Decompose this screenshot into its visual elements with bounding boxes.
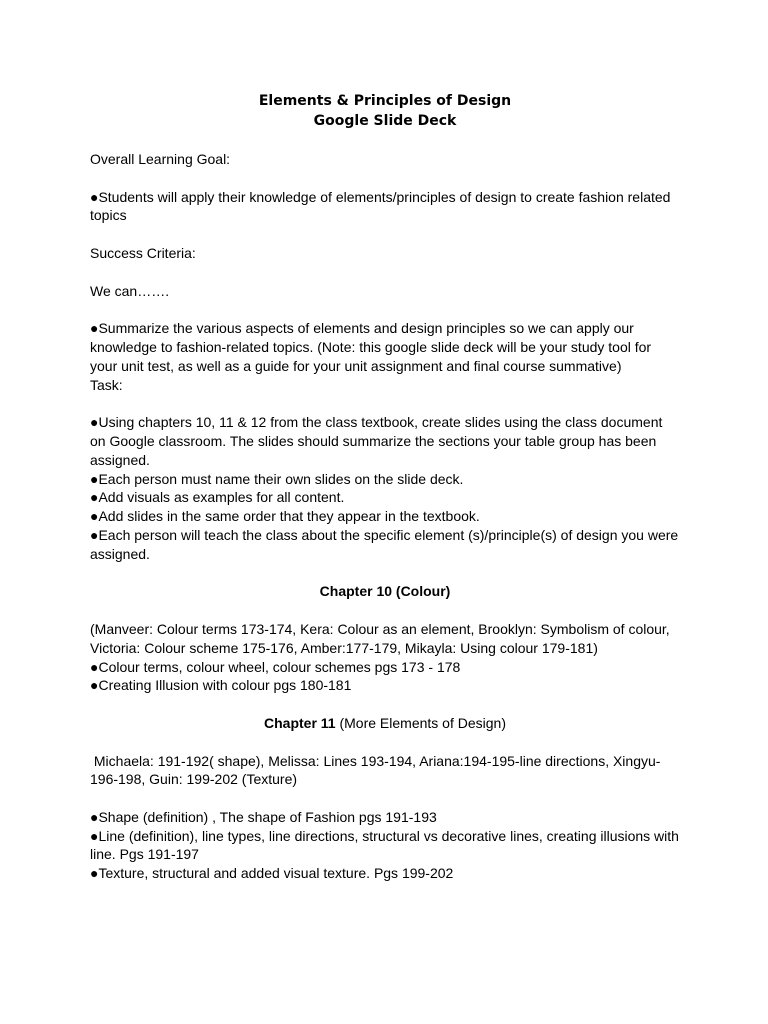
chapter-11-bullet: ●Shape (definition) , The shape of Fashion pgs 191-193 (90, 808, 437, 825)
chapter-11-bullet: ●Texture, structural and added visual texture. Pgs 199-202 (90, 865, 454, 882)
spacer (90, 131, 680, 150)
chapter-11-assignments: Michaela: 191-192( shape), Melissa: Lines 193-194, Ariana:194-195-line directions, Xingyu-196-198, Guin: 199-202 (Texture) (90, 752, 661, 788)
document-title-line-1: Elements & Principles of Design (258, 93, 512, 109)
chapter-11-heading-rest: (More Elements of Design) (335, 714, 506, 731)
spacer (90, 695, 680, 714)
learning-goal-label: Overall Learning Goal: (90, 151, 231, 167)
chapter-11-heading (90, 714, 680, 733)
spacer (90, 300, 680, 319)
chapter-10-bullet: ●Colour terms, colour wheel, colour schemes pgs 173 - 178 (90, 658, 461, 675)
spacer (90, 225, 680, 244)
chapter-11-heading-bold: Chapter 11 (264, 714, 336, 731)
spacer (90, 789, 680, 808)
spacer (90, 263, 680, 282)
success-bullet: ●Summarize the various aspects of elements and design principles so we can apply our knowledge to fashion-related topics. (Note: this google slide deck will be your study tool for your unit test, as well as a guide for your unit assignment and final course summative) (90, 320, 652, 374)
we-can-text: We can……. (90, 282, 170, 299)
task-bullet: ●Add visuals as examples for all content. (90, 489, 345, 506)
task-bullet: ●Each person must name their own slides on the slide deck. (90, 470, 464, 487)
spacer (90, 601, 680, 620)
chapter-11-bullet: ●Line (definition), line types, line directions, structural vs decorative lines, creating illusions with line. Pgs 191-197 (90, 827, 679, 863)
spacer (90, 394, 680, 413)
task-label: Task: (90, 376, 123, 393)
task-bullet: ●Each person will teach the class about the specific element (s)/principle(s) of design you were assigned. (90, 526, 679, 562)
chapter-10-assignments: (Manveer: Colour terms 173-174, Kera: Colour as an element, Brooklyn: Symbolism of colour, Victoria: Colour scheme 175-176, Amber:177-179, Mikayla: Using colour 179-181) (90, 620, 670, 656)
spacer (90, 733, 680, 752)
task-bullet: ●Using chapters 10, 11 & 12 from the class textbook, create slides using the class document on Google classroom. The slides should summarize the sections your table group has been assigned. (90, 414, 663, 468)
task-bullet: ●Add slides in the same order that they appear in the textbook. (90, 508, 480, 525)
document-title-line-2: Google Slide Deck (313, 113, 457, 129)
success-criteria-label: Success Criteria: (90, 244, 196, 261)
chapter-10-bullet: ●Creating Illusion with colour pgs 180-181 (90, 677, 352, 694)
spacer (90, 564, 680, 583)
document-body (90, 91, 680, 883)
chapter-10-heading: Chapter 10 (Colour) (319, 583, 451, 600)
spacer (90, 169, 680, 188)
learning-goal-bullet: ●Students will apply their knowledge of elements/principles of design to create fashion related topics (90, 188, 671, 224)
